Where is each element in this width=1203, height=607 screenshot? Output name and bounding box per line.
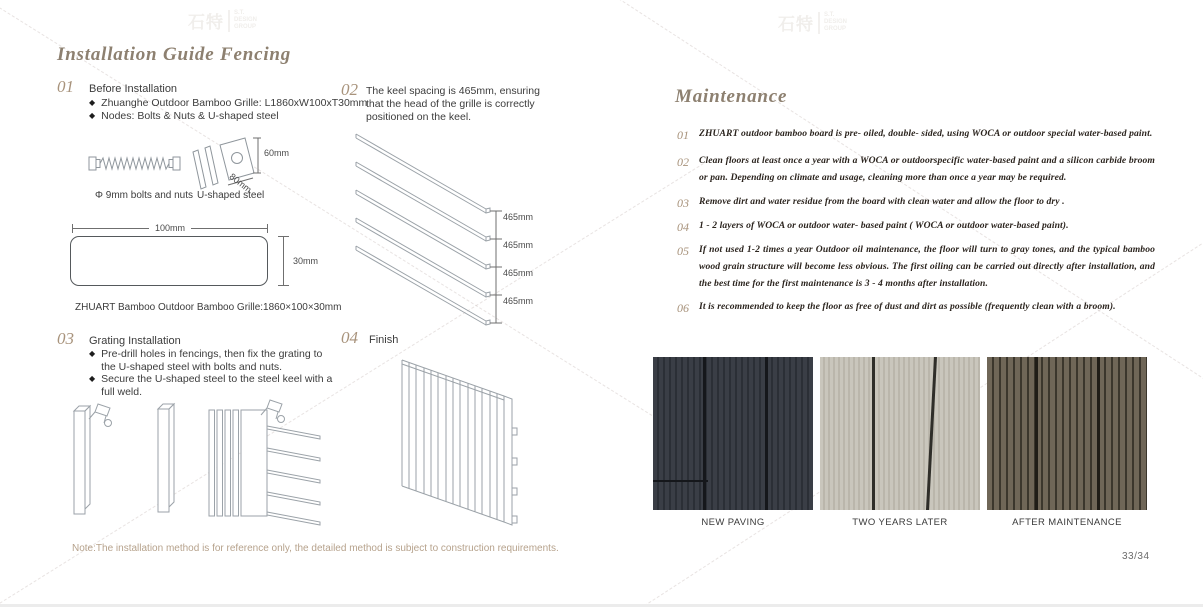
- right-page-title: Maintenance: [675, 86, 788, 107]
- maintenance-item-4-text: 1 - 2 layers of WOCA or outdoor water- based paint ( WOCA or outdoor water-based paint).: [699, 220, 1069, 231]
- watermark-logo: 石特 S.T. DESIGN GROUP: [778, 12, 848, 34]
- photo-caption-new-paving: NEW PAVING: [701, 517, 765, 528]
- step1-bullet-2: [89, 110, 389, 123]
- watermark-logo-divider: [818, 12, 820, 34]
- watermark-logo-cn: 石特: [188, 13, 224, 32]
- maintenance-item-2-text: Clean floors at least once a year with a WOCA or outdoorspecific water-based paint and a silicon carbide broom or pan. Depending on climate and usage, cleaning more than once a year may be required.: [699, 155, 1155, 183]
- bolt-diagram: [88, 146, 188, 184]
- step3-bullet-2-text: Secure the U-shaped steel to the steel keel with a full weld.: [101, 373, 333, 398]
- keel-spacing-diagram: [338, 128, 508, 333]
- step3-bullet-1: [89, 348, 335, 373]
- photo-caption-after-maintenance: AFTER MAINTENANCE: [1012, 517, 1122, 528]
- diamond-bullet-icon: ◆: [89, 349, 96, 358]
- left-page-title: Installation Guide Fencing: [57, 44, 292, 65]
- step3-bullet-1-text: Pre-drill holes in fencings, then fix the grating to the U-shaped steel with bolts and nuts.: [101, 348, 323, 373]
- finished-fence-diagram: [388, 352, 533, 532]
- watermark-logo-en1: S.T.: [234, 10, 245, 16]
- maintenance-item-2-number: 02: [677, 155, 689, 169]
- installation-note: Note:The installation method is for reference only, the detailed method is subject to construction requirements.: [72, 543, 559, 554]
- maintenance-item-5-text: If not used 1-2 times a year Outdoor oil maintenance, the floor will turn to gray tones, and the typical bamboo wood grain structure will become less obvious. The first oiling can be carried out directly after installation, and the best time for the first maintenance is 3 - 4 months after installation.: [699, 244, 1155, 289]
- keel-465mm-label-2: 465mm: [503, 240, 534, 250]
- step3-number: 03: [57, 329, 74, 348]
- maintenance-item-5-number: 05: [677, 244, 689, 258]
- photo-caption-two-years-later: TWO YEARS LATER: [852, 517, 948, 528]
- step1-bullet-1-text: Zhuanghe Outdoor Bamboo Grille: L1860xW100xT30mm: [101, 97, 368, 109]
- diamond-bullet-icon: ◆: [89, 98, 96, 107]
- grille-cross-section: [70, 236, 268, 286]
- dim-30mm-label: 30mm: [293, 256, 319, 266]
- page-number: 33/34: [1122, 551, 1150, 562]
- watermark-logo: [188, 8, 257, 33]
- watermark-logo-en3: GROUP: [234, 24, 257, 30]
- step4-title: Finish: [369, 334, 399, 346]
- step3-title: Grating Installation: [89, 335, 181, 347]
- step1-bullet-2-text: Nodes: Bolts & Nuts & U-shaped steel: [101, 110, 279, 122]
- step2-number: 02: [341, 80, 358, 99]
- keel-465mm-label-3: 465mm: [503, 268, 534, 278]
- dim-30mm: [278, 236, 290, 286]
- maintenance-item-6-text: It is recommended to keep the floor as free of dust and dirt as possible (frequently clean with a broom).: [699, 301, 1116, 312]
- watermark-logo-en2: DESIGN: [234, 17, 258, 23]
- dim-60mm-label: 60mm: [264, 148, 290, 158]
- u-steel-label: U-shaped steel: [197, 190, 265, 201]
- maintenance-item-3-text: Remove dirt and water residue from the board with clean water and allow the floor to dry .: [699, 196, 1065, 207]
- maintenance-item-6-number: 06: [677, 301, 689, 315]
- step1-title: Before Installation: [89, 83, 178, 95]
- step2-text: The keel spacing is 465mm, ensuring that the head of the grille is correctly positioned on the keel.: [366, 85, 540, 123]
- watermark-logo-divider: [228, 10, 230, 32]
- maintenance-item-4-number: 04: [677, 220, 689, 234]
- photo-two-years-later: [820, 357, 980, 510]
- photo-after-maintenance: [987, 357, 1147, 510]
- watermark-logo-cn: 石特: [778, 15, 814, 34]
- step4-number: 04: [341, 328, 358, 347]
- grille-caption: ZHUART Bamboo Outdoor Bamboo Grille:1860×100×30mm: [75, 302, 342, 313]
- dim-80mm-label: 80mm: [227, 171, 254, 195]
- dim-100mm: [72, 222, 268, 234]
- diamond-bullet-icon: ◆: [89, 111, 96, 120]
- keel-465mm-label-1: 465mm: [503, 212, 534, 222]
- grating-installation-diagram: [62, 394, 332, 534]
- maintenance-item-1-number: 01: [677, 128, 689, 142]
- maintenance-item-1-text: ZHUART outdoor bamboo board is pre- oiled, double- sided, using WOCA or outdoor special water-based paint.: [699, 128, 1153, 139]
- maintenance-item-3-number: 03: [677, 196, 689, 210]
- keel-465mm-label-4: 465mm: [503, 296, 534, 306]
- step1-number: 01: [57, 77, 74, 96]
- dim-100mm-label: 100mm: [155, 223, 186, 233]
- photo-new-paving: [653, 357, 813, 510]
- diamond-bullet-icon: ◆: [89, 374, 96, 383]
- bolt-diagram-label: Φ 9mm bolts and nuts: [95, 190, 194, 201]
